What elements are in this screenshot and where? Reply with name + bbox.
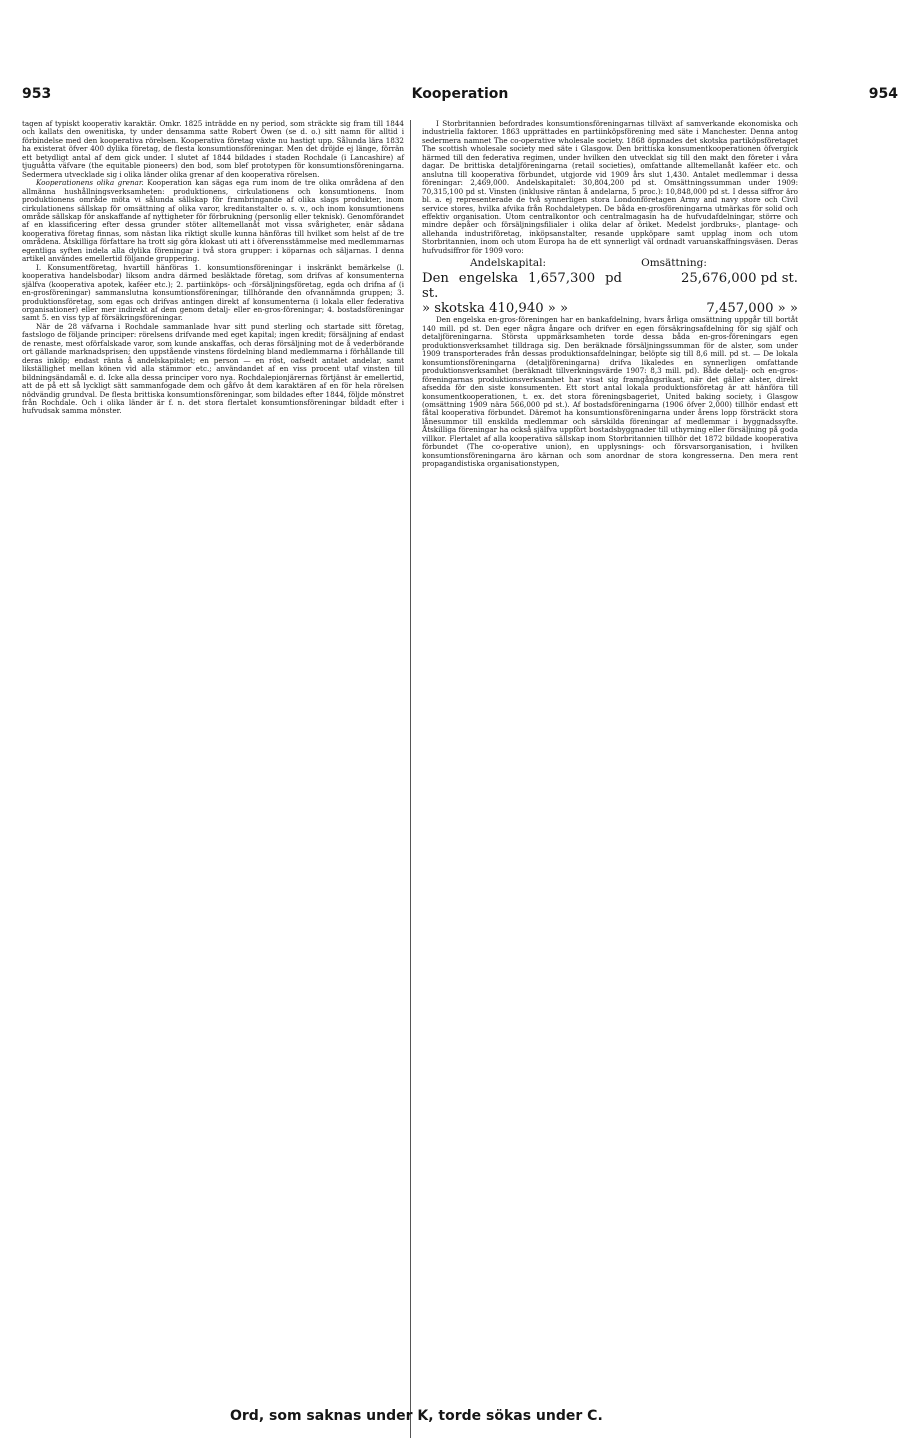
left-paragraph-4: När de 28 väfvarna i Rochdale sammanlade hvar sitt pund sterling och startade sitt företag, fastslogo de följande principer: rörelsens drifvande med eget kapital; ingen kredit; försäljning af endast de renaste, mest oförfalskade varor, som kunde anskaffas, och deras försäljning mot de å vederbörande ort gällande marknadsprisen; den uppstående vinstens fördelning bland medlemmarna i förhållande till deras inköp; endast ränta å andelskapitalet; en person — en röst, oafsedt antalet andelar, samt likställighet mellan könen vid alla stämmor etc.; användandet af en viss procent utaf vinsten till bildningsändamål e. d. Icke alla dessa principer voro nya. Rochdalepionjärernas förtjänst är emellertid, att de på ett så lyckligt sätt sammanfogade dem och gåfvo åt dem karaktären af en för hela rörelsen nödvändig grundval. De flesta brittiska konsumtionsföreningar, som bildades efter 1844, följde mönstret från Rochdale. Och i olika länder är f. n. det stora flertalet konsumtionsföreningar bildadt efter i hufvudsak samma mönster. [22, 321, 404, 416]
table-row [422, 301, 798, 316]
table-row2-col2: 7,457,000 » » [706, 301, 798, 317]
left-paragraph-3: I. Konsumentföretag, hvartill hänföras 1. konsumtionsföreningar i inskränkt bemärkelse (l. kooperativa handelsbodar) liksom andra därmed besläktade företag, som drifvas af konsumenterna själfva (kooperativa apotek, kaféer etc.); 2. partiinköps- och -försäljningsföretag, egda och drifna af (i en-grosföreningar) sammanslutna konsumtionsföreningar, tillhörande den ofvannämnda gruppen; 3. produktionsföretag, som egas och drifvas antingen direkt af konsumenterna (i lokala eller federativa organisationer) eller mer indirekt af dem genom detalj- eller en-gros-föreningar; 4. bostadsföreningar samt 5. en viss typ af försäkringsföreningar. [22, 262, 404, 323]
right-paragraph-1: I Storbritannien befordrades konsumtionsföreningarnas tillväxt af samverkande ekonomiska och industriella faktorer. 1863 upprättades en partiinköpsförening med säte i Manchester. Denna antog sedermera namnet The co-operative wholesale society. 1868 öppnades det skotska partiköpsföretaget The scottish wholesale society med säte i Glasgow. Den brittiska konsumentkooperationen öfvergick härmed till den federativa regimen, under hvilken den utvecklat sig till den makt den företer i våra dagar. De brittiska detaljföreningarna (retail societies), omfattande alltemellanåt kaféer etc. och anslutna till kooperativa förbundet, utgjorde vid 1909 års slut 1,430. Antalet medlemmar i dessa föreningar: 2,469,000. Andelskapitalet: 30,804,200 pd st. Omsättningssumman under 1909: 70,315,100 pd st. Vinsten (inklusive räntan å andelarna, 5 proc.): 10,848,000 pd st. I dessa siffror äro bl. a. ej representerade de två synnerligen stora Londonföretagen Army and navy store och Civil service stores, hvilka afvika från Rochdaletypen. De båda en-grosföreningarna utmärkas för solid och effektiv organisation. Utom centralkontor och centralmagasin ha de hufvudafdelningar, större och mindre depåer och försäljningsfilialer i olika delar af öriket. Medelst jordbruks-, plantage- och allehanda industriföretag, inköpsanstalter, resande uppköpare samt upplag inom och utom Storbritannien, inom och utom Europa ha de ett synnerligt väl ordnadt varuanskaffningsväsen. Deras hufvudsiffror för 1909 voro: [422, 119, 798, 255]
page-header [22, 86, 898, 108]
table-col1-header: Andelskapital: [469, 257, 547, 270]
section-heading-branches: Kooperationens olika grenar. [36, 178, 144, 188]
column-divider [410, 120, 411, 1438]
left-column [22, 120, 404, 1438]
left-paragraph-1: tagen af typiskt kooperativ karaktär. Omkr. 1825 inträdde en ny period, som sträckte sig fram till 1844 och kallats den owenitiska, ty under densamma satte Robert Owen (se d. o.) sitt namn för alltid i förbindelse med den kooperativa rörelsen. Kooperativa företag växte nu hastigt upp. Sålunda lära 1832 ha existerat öfver 400 dylika företag, de flesta konsumtionsföreningar. Men det dröjde ej länge, förrän ett betydligt antal af dem gick under. I slutet af 1844 bildades i staden Rochdale (i Lancashire) af tjuguåtta väfvare (the equitable pioneers) den bod, som blef prototypen för konsumtionsföreningarna. Sedermera utvecklade sig i olika länder olika grenar af den kooperativa rörelsen. [22, 119, 404, 179]
table-row [422, 271, 798, 301]
right-paragraph-2: Den engelska en-gros-föreningen har en bankafdelning, hvars årliga omsättning uppgår till bortåt 140 mill. pd st. Den eger några ångare och drifver en egen försäkringsafdelning för sig själf och detaljföreningarna. Största uppmärksamheten torde dessa båda en-gros-föreningars egen produktionsverksamhet tilldraga sig. Den beräknade försäljningssumman för de alster, som under 1909 transporterades från dessas produktionsafdelningar, belöpte sig till 8,6 mill. pd st. — De lokala konsumtionsföreningarna (detaljföreningarna) drifva likaledes en synnerligen omfattande produktionsverksamhet (beräknadt tillverkningsvärde 1907: 8,3 mill. pd). Både detalj- och en-gros-föreningarnas produktionsverksamhet har visat sig framgångsrikast, när det gäller alster, direkt afsedda för den siste konsumenten. Ett stort antal lokala produktionsföretag är att hänföra till konsumentkooperationen, t. ex. det stora föreningsbageriet, United baking society, i Glasgow (omsättning 1909 nära 566,000 pd st.). Af bostadsföreningarna (1906 öfver 2,000) tillhör endast ett fåtal kooperativa förbundet. Däremot ha konsumtionsföreningarna under årens lopp försträckt stora lånesummor till enskilda medlemmar och särskilda föreningar af medlemmar i byggnadssyfte. Åtskilliga föreningar ha också själfva uppfört bostadsbyggnader till uthyrning eller försäljning på goda villkor. Flertalet af alla kooperativa sällskap inom Storbritannien tillhör det 1872 bildade kooperativa förbundet (The co-operative union), en upplysnings- och försvarsorganisation, i hvilken konsumtionsföreningarna äro kärnan och som anordnar de stora kongresserna. Den mera rent propagandistiska organisationstypen, [422, 315, 798, 469]
table-col2-header: Omsättning: [641, 257, 707, 270]
table-header [422, 256, 798, 271]
table-row1-col2: 25,676,000 pd st. [680, 271, 798, 287]
table-row1-col1: Den engelska 1,657,300 pd st. [422, 271, 622, 302]
right-column [422, 120, 798, 1438]
footer-note: Ord, som saknas under K, torde sökas under C. [230, 1408, 603, 1424]
left-paragraph-2-text: Kooperation kan sägas ega rum inom de tre olika områdena af den allmänna hushållningsverksamheten: produktionens, cirkulationens och konsumtionens. Inom produktionens område möta vi sålunda sällskap för frambringande af olika slags produkter, inom cirkulationens sällskap för omsättning af olika varor, kreditanstalter o. s. v., och inom konsumtionens område sällskap för anskaffande af nyttigheter för förbrukning (personlig eller teknisk). Genomförandet af en klassificering efter dessa grunder stöter alltemellanåt mot vissa svårigheter, enär sådana kooperativa företag finnas, som nästan lika riktigt skulle kunna hänföras till hvilket som helst af de tre områdena. Åtskilliga författare ha trott sig göra klokast uti att i öfverensstämmelse med medlemmarnas egentliga syften indela alla dylika föreningar i två stora grupper: i köparnas och säljarnas. I denna artikel användes emellertid följande gruppering. [22, 178, 405, 264]
table-row2-col1: » skotska 410,940 » » [422, 301, 569, 317]
page-title: Kooperation [411, 86, 509, 102]
left-paragraph-2 [22, 179, 404, 264]
figures-table [422, 256, 798, 316]
page-number-left: 953 [22, 86, 52, 102]
page-number-right: 954 [868, 86, 898, 102]
